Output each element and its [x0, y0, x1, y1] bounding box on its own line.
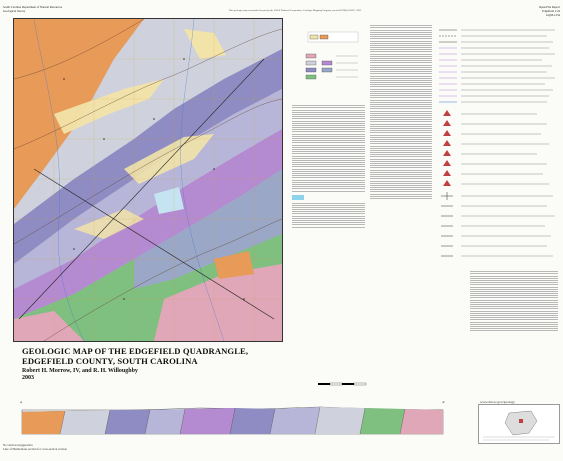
cross-section-start-label: A [20, 400, 23, 404]
report-line-3: GQM-1234 [546, 13, 560, 17]
geologic-map[interactable] [13, 18, 283, 342]
cross-section-end-label: A' [442, 400, 445, 404]
unit-swatch-water [292, 195, 304, 200]
cross-section-notes [3, 443, 67, 451]
correlation-chart [298, 30, 368, 102]
map-title-block [22, 346, 292, 381]
correlation-diagram [298, 30, 368, 100]
map-year: 2003 [22, 375, 34, 381]
symbol-list [437, 24, 559, 264]
symbol-explanation [437, 24, 559, 266]
funding-note: This geologic map was funded in part by the USGS National Cooperative Geologic Mapping Program, award #02HQAG0007, 2003 [228, 9, 362, 12]
references [470, 270, 558, 332]
map-canvas [14, 19, 282, 341]
description-column-2 [370, 24, 432, 200]
location-index [478, 404, 560, 444]
cross-section-note-2: Line of Harmonious section for cross-section version [3, 447, 67, 451]
scale-bar [318, 378, 368, 396]
report-line-1: Open-File Report [538, 5, 560, 9]
map-authors: Robert H. Morrow, IV, and R. H. Willoughby [22, 368, 138, 374]
location-index-map [479, 405, 559, 443]
website-link[interactable]: www.dnr.sc.gov/geology [480, 400, 515, 404]
cross-section-diagram [20, 400, 445, 438]
scale-bar-graphic [318, 379, 368, 391]
map-title: GEOLOGIC MAP OF THE EDGEFIELD QUADRANGLE, EDGEFIELD COUNTY, SOUTH CAROLINA [22, 346, 249, 366]
agency-line-1: South Carolina Department of Natural Resources [3, 5, 63, 9]
report-line-2: Edgefield 1:24 [542, 9, 560, 13]
report-id [539, 5, 560, 17]
cross-section-note-1: No vertical exaggeration [3, 443, 33, 447]
agency-header [3, 5, 62, 13]
description-column-1 [292, 104, 365, 229]
cross-section [20, 400, 445, 438]
agency-line-2: Geological Survey [3, 9, 26, 13]
